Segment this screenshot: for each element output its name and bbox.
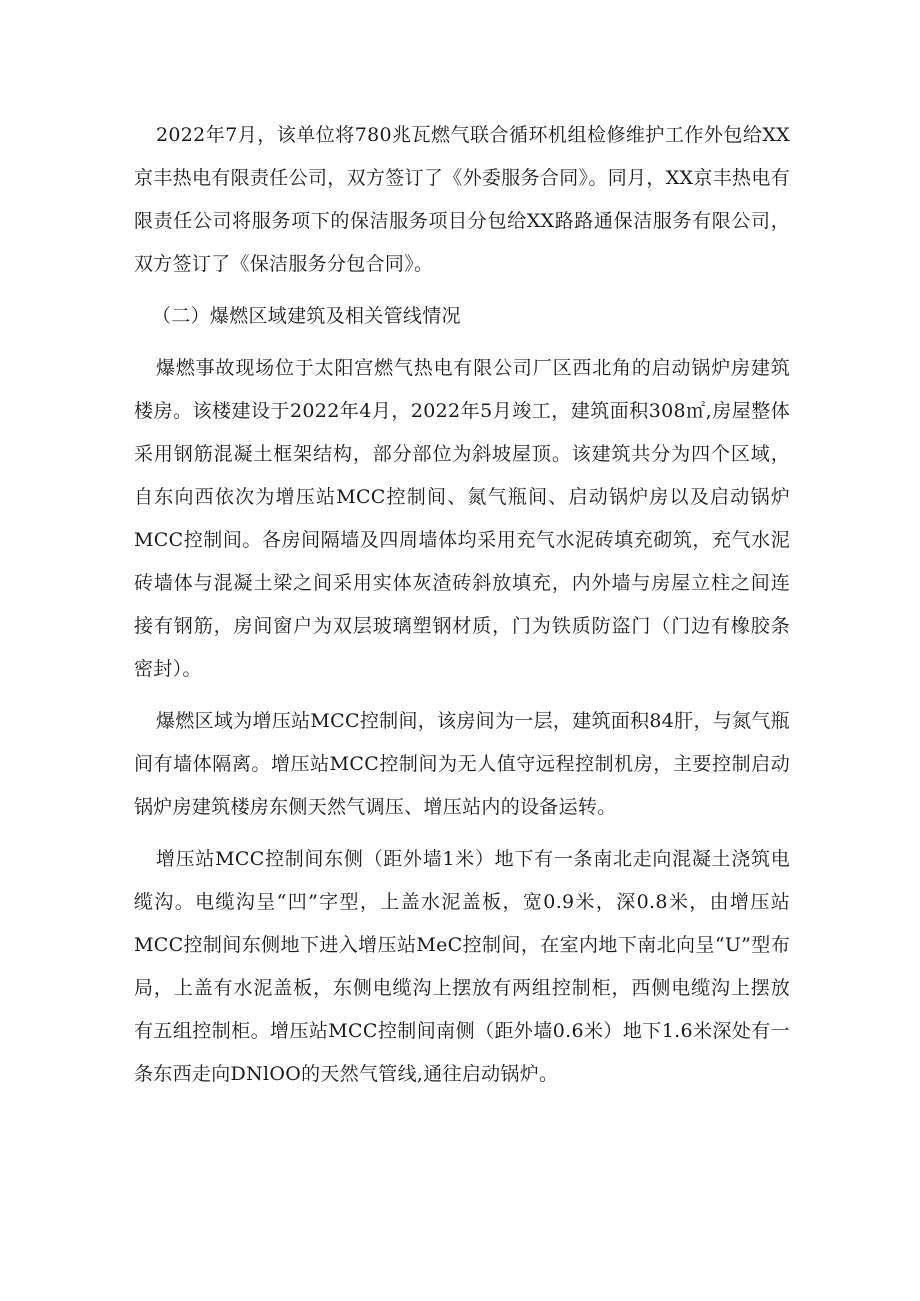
paragraph-contract: 2022年7月，该单位将780兆瓦燃气联合循环机组检修维护工作外包给XX京丰热电有限责任公司，双方签订了《外委服务合同》。同月，XX京丰热电有限责任公司将服务项下的保洁服务项目分包给XX路路通保洁服务有限公司，双方签订了《保洁服务分包合同》。 [134,124,790,275]
paragraph-cable-trench: 增压站MCC控制间东侧（距外墙1米）地下有一条南北走向混凝土浇筑电缆沟。电缆沟呈“凹”字型，上盖水泥盖板，宽0.9米，深0.8米，由增压站MCC控制间东侧地下进入增压站MeC控制间，在室内地下南北向呈“U”型布局，上盖有水泥盖板，东侧电缆沟上摆放有两组控制柜，西侧电缆沟上摆放有五组控制柜。增压站MCC控制间南侧（距外墙0.6米）地下1.6米深处有一条东西走向DNlOO的天然气管线,通往启动锅炉。 [134,848,790,1085]
document-body [134,114,790,1105]
paragraph-explosion-area: 爆燃区域为增压站MCC控制间，该房间为一层，建筑面积84肝，与氮气瓶间有墙体隔离。增压站MCC控制间为无人值守远程控制机房，主要控制启动锅炉房建筑楼房东侧天然气调压、增压站内的设备运转。 [134,710,790,818]
paragraph-building: 爆燃事故现场位于太阳宫燃气热电有限公司厂区西北角的启动锅炉房建筑楼房。该楼建设于2022年4月，2022年5月竣工，建筑面积308㎡,房屋整体采用钢筋混凝土框架结构，部分部位为斜坡屋顶。该建筑共分为四个区域，自东向西依次为增压站MCC控制间、氮气瓶间、启动锅炉房以及启动锅炉MCC控制间。各房间隔墙及四周墙体均采用充气水泥砖填充砌筑，充气水泥砖墙体与混凝土梁之间采用实体灰渣砖斜放填充，内外墙与房屋立柱之间连接有钢筋，房间窗户为双层玻璃塑钢材质，门为铁质防盗门（门边有橡胶条密封）。 [134,357,790,680]
section-heading: （二）爆燃区域建筑及相关管线情况 [152,305,461,327]
